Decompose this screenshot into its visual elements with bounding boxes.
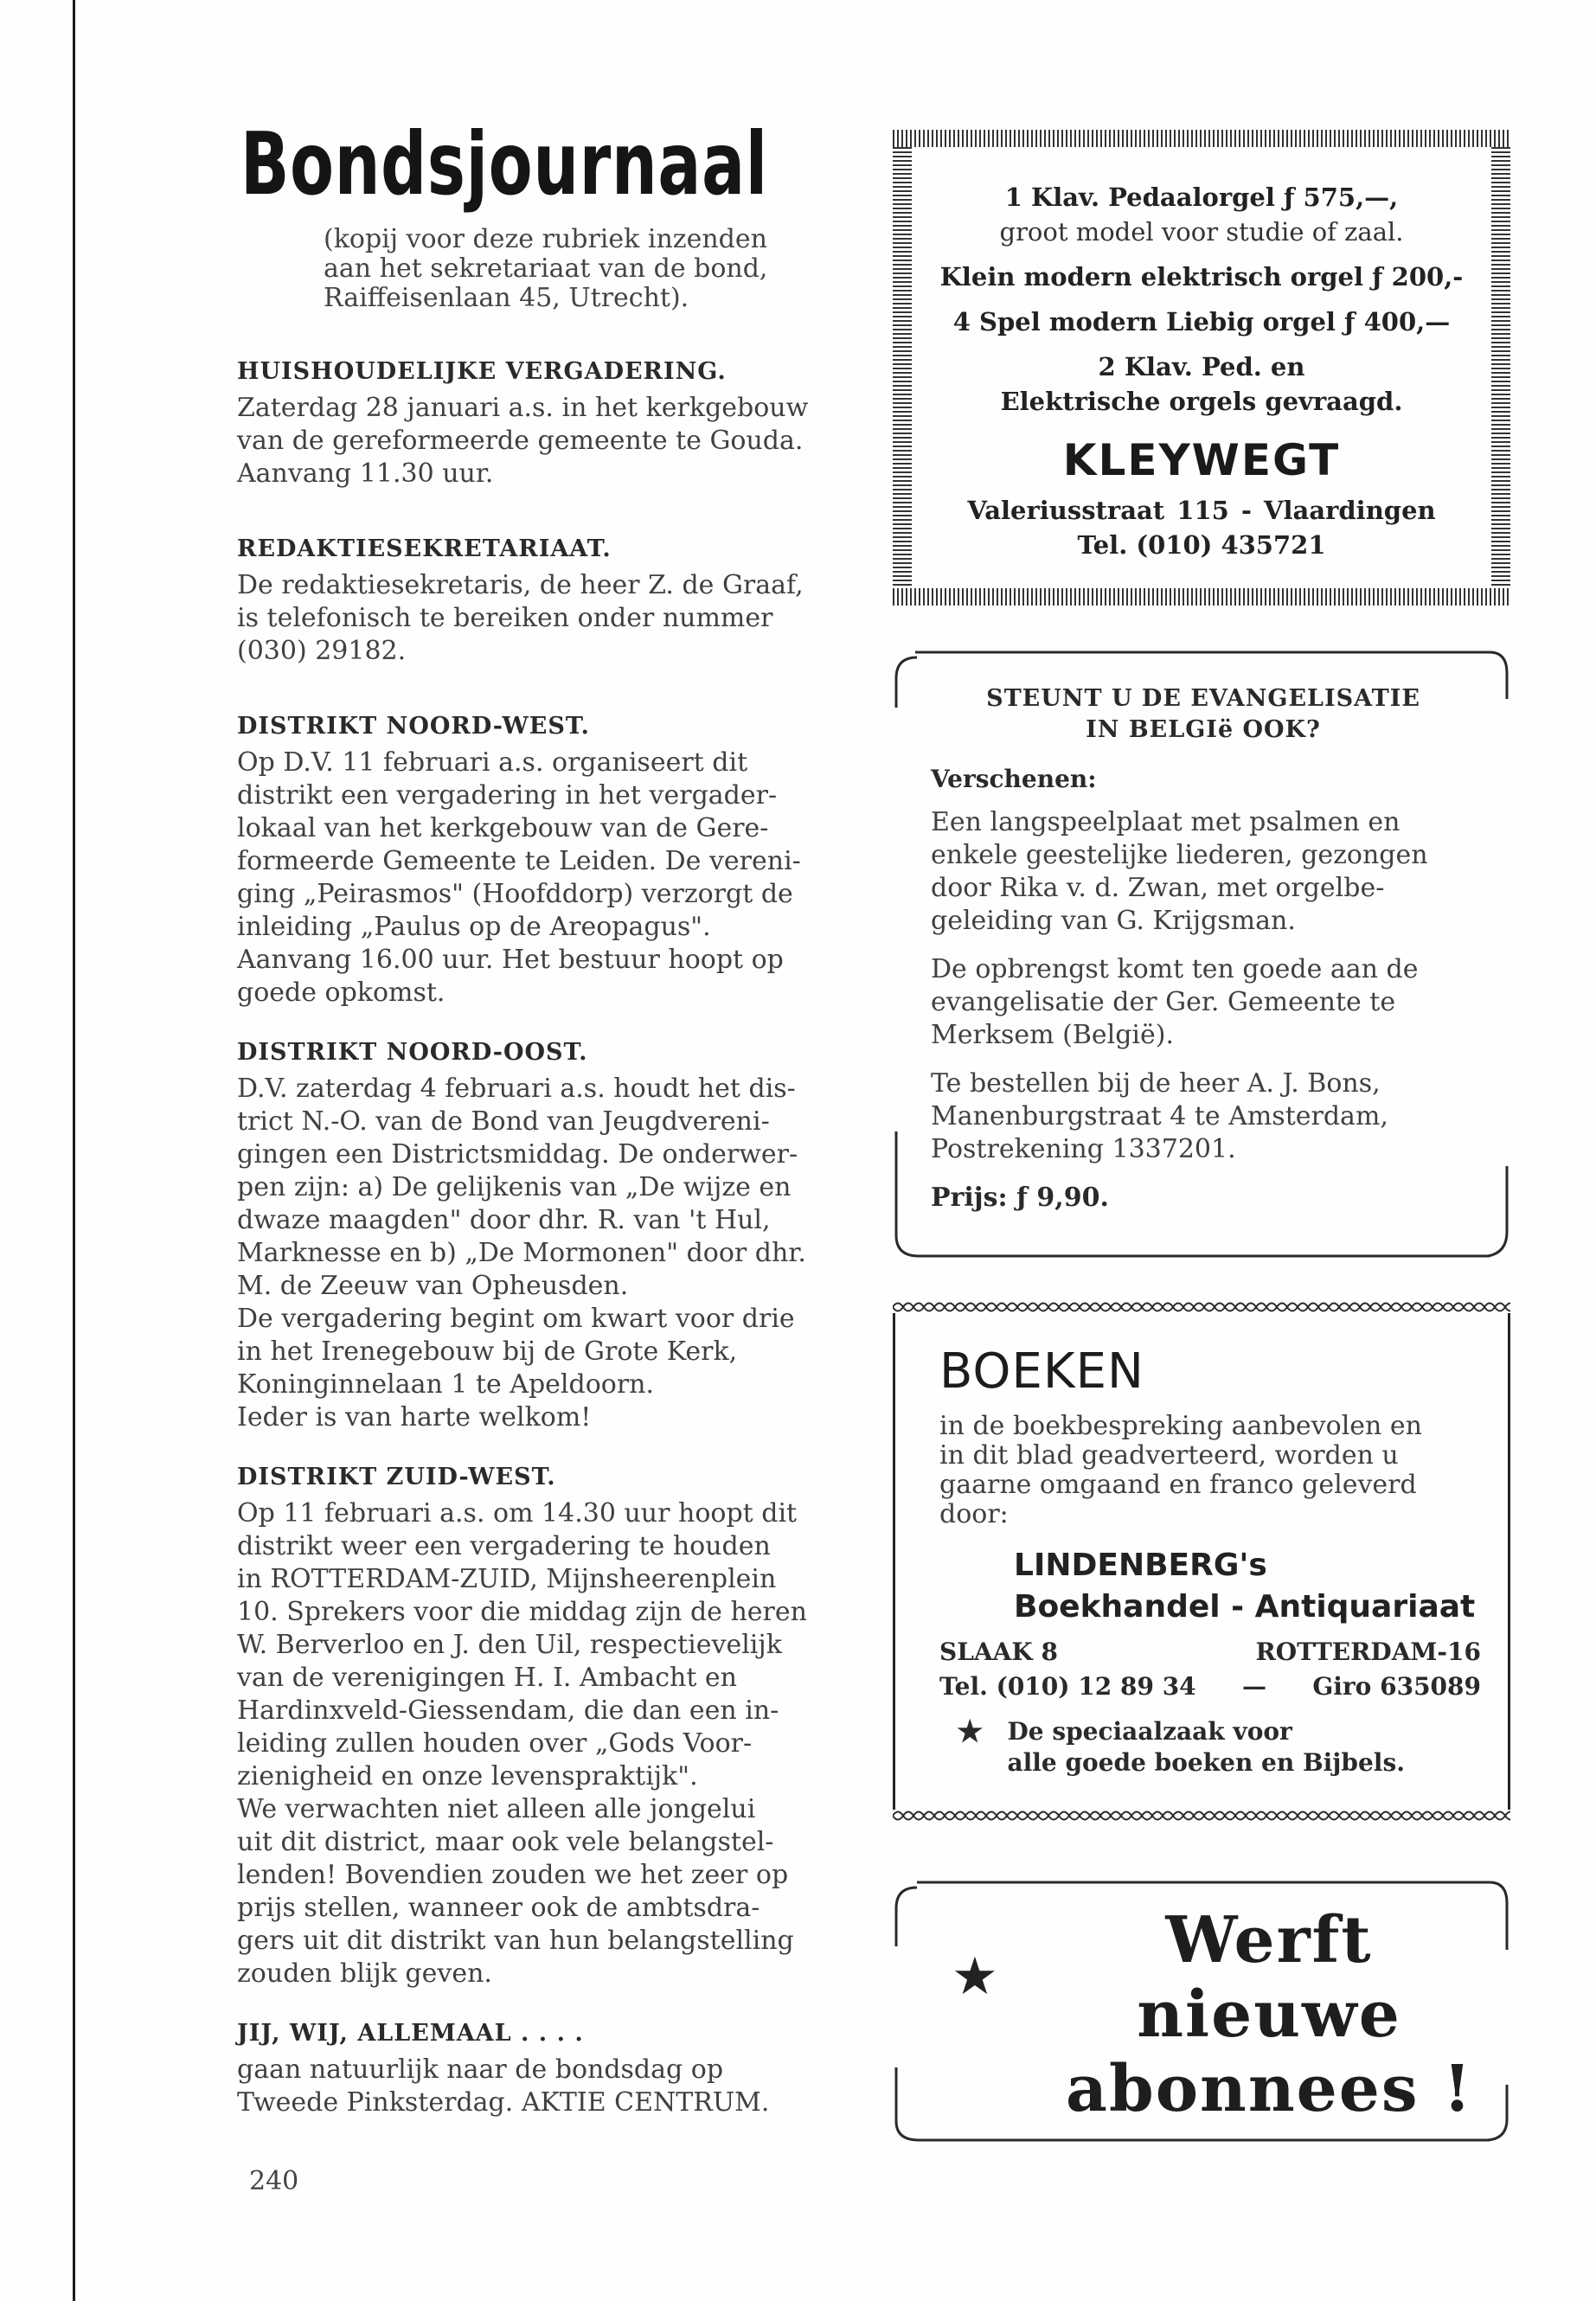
- organ-address: Valeriusstraat 115 - Vlaardingen: [967, 496, 1436, 525]
- section-body: [237, 392, 860, 490]
- shop-address-row: [939, 1635, 1481, 1670]
- page-edge-line: [73, 0, 75, 2301]
- evangel-ad-content: [931, 683, 1476, 1215]
- text-line: uit dit district, maar ook vele belangstel-: [237, 1827, 774, 1857]
- section-heading: REDAKTIESEKRETARIAAT.: [237, 535, 612, 562]
- text-line: Manenburgstraat 4 te Amsterdam,: [931, 1101, 1388, 1131]
- organ-line-1: 1 Klav. Pedaalorgel ƒ 575,—,: [1004, 183, 1399, 212]
- text-line: door:: [939, 1499, 1009, 1529]
- slogan-line: Werft: [1165, 1903, 1373, 1977]
- text-line: gers uit dit distrikt van hun belangstelling: [237, 1926, 794, 1956]
- text-line: Op 11 februari a.s. om 14.30 uur hoopt dit: [237, 1498, 798, 1529]
- text-line: trict N.-O. van de Bond van Jeugdvereni-: [237, 1106, 770, 1137]
- evangel-price: Prijs: ƒ 9,90.: [931, 1183, 1109, 1213]
- organ-advertisement: [893, 130, 1510, 606]
- text-line: Een langspeelplaat met psalmen en: [931, 807, 1401, 837]
- evangelisatie-advertisement: [893, 647, 1510, 1261]
- text-line: 10. Sprekers voor die middag zijn de heren: [237, 1597, 807, 1627]
- organ-line-3: Klein modern elektrisch orgel ƒ 200,-: [939, 262, 1464, 292]
- boeken-advertisement: [893, 1298, 1510, 1825]
- intro-line: (kopij voor deze rubriek inzenden: [324, 224, 767, 254]
- text-line: formeerde Gemeente te Leiden. De vereni-: [237, 846, 801, 876]
- star-icon: ★: [957, 1715, 984, 1749]
- text-line: in dit blad geadverteerd, worden u: [939, 1440, 1399, 1471]
- intro-note: [324, 225, 860, 313]
- page-number: 240: [249, 2166, 299, 2196]
- organ-ad-content: [924, 180, 1479, 573]
- sections-container: [237, 358, 860, 2119]
- intro-line: Raiffeisenlaan 45, Utrecht).: [324, 283, 689, 313]
- masthead-title: Bondsjournaal: [240, 113, 768, 215]
- text-line: evangelisatie der Ger. Gemeente te: [931, 987, 1396, 1017]
- evangel-label: Verschenen:: [931, 765, 1097, 793]
- text-line: gaan natuurlijk naar de bondsdag op: [237, 2054, 724, 2085]
- text-line: De opbrengst komt ten goede aan de: [931, 954, 1419, 984]
- text-line: ging „Peirasmos" (Hoofddorp) verzorgt de: [237, 879, 793, 909]
- specialty-line: De speciaalzaak voor: [1007, 1717, 1292, 1746]
- text-line: in de boekbespreking aanbevolen en: [939, 1411, 1422, 1441]
- stripe-border-bottom: [893, 588, 1510, 606]
- evangel-title-line: IN BELGIë OOK?: [1086, 716, 1321, 743]
- section-body: [237, 1497, 860, 1990]
- text-line: Marknesse en b) „De Mormonen" door dhr.: [237, 1238, 806, 1268]
- text-line: gingen een Districtsmiddag. De onderwer-: [237, 1139, 798, 1170]
- text-line: enkele geestelijke liederen, gezongen: [931, 840, 1428, 870]
- stripe-border-right: [1491, 147, 1510, 588]
- text-line: zouden blijk geven.: [237, 1958, 492, 1989]
- text-line: M. de Zeeuw van Opheusden.: [237, 1271, 629, 1301]
- boeken-ad-content: [939, 1344, 1481, 1779]
- evangel-paragraph-1: [931, 806, 1476, 938]
- wave-border-bottom: [893, 1806, 1510, 1825]
- text-line: distrikt weer een vergadering te houden: [237, 1531, 771, 1561]
- shop-tel: Tel. (010) 12 89 34: [939, 1672, 1196, 1701]
- text-line: goede opkomst.: [237, 977, 445, 1008]
- evangel-paragraph-3: [931, 1067, 1476, 1166]
- text-line: Aanvang 16.00 uur. Het bestuur hoopt op: [237, 945, 784, 975]
- organ-line-4: 4 Spel modern Liebig orgel ƒ 400,—: [952, 307, 1451, 336]
- shop-contact-row: [939, 1670, 1481, 1704]
- specialty-line: alle goede boeken en Bijbels.: [1007, 1748, 1405, 1777]
- section-body: [237, 747, 860, 1009]
- text-line: zienigheid en onze levenspraktijk".: [237, 1761, 698, 1791]
- border-left: [893, 1313, 895, 1810]
- star-icon: ★: [952, 1946, 998, 2007]
- text-line: in het Irenegebouw bij de Grote Kerk,: [237, 1336, 738, 1367]
- shop-name: LINDENBERG's: [1014, 1548, 1267, 1583]
- text-line: lokaal van het kerkgebouw van de Gere-: [237, 813, 769, 843]
- shop-type: Boekhandel - Antiquariaat: [1014, 1589, 1476, 1625]
- left-column: [237, 113, 860, 2119]
- section-body: [237, 2054, 860, 2119]
- evangel-title-line: STEUNT U DE EVANGELISATIE: [986, 685, 1420, 712]
- evangel-paragraph-2: [931, 953, 1476, 1052]
- section-body: [237, 569, 860, 668]
- text-line: gaarne omgaand en franco geleverd: [939, 1470, 1417, 1500]
- section-heading: DISTRIKT NOORD-OOST.: [237, 1039, 588, 1066]
- section-body: [237, 1073, 860, 1434]
- section-heading: HUISHOUDELIJKE VERGADERING.: [237, 358, 727, 385]
- stripe-border-top: [893, 130, 1510, 147]
- boeken-description: [939, 1412, 1481, 1529]
- text-line: is telefonisch te bereiken onder nummer: [237, 603, 773, 633]
- werft-advertisement: [893, 1877, 1510, 2145]
- text-line: Tweede Pinksterdag. AKTIE CENTRUM.: [237, 2087, 770, 2118]
- shop-city: ROTTERDAM-16: [1255, 1638, 1481, 1666]
- text-line: W. Berverloo en J. den Uil, respectievelijk: [237, 1630, 782, 1660]
- text-line: leiding zullen houden over „Gods Voor-: [237, 1728, 753, 1759]
- text-line: Merksem (België).: [931, 1020, 1175, 1050]
- text-line: in ROTTERDAM-ZUID, Mijnsheerenplein: [237, 1564, 777, 1594]
- text-line: Zaterdag 28 januari a.s. in het kerkgebouw: [237, 393, 809, 423]
- section-heading: DISTRIKT ZUID-WEST.: [237, 1464, 556, 1490]
- shop-specialty: [939, 1716, 1481, 1779]
- organ-line-5: 2 Klav. Ped. en: [1098, 352, 1305, 381]
- text-line: door Rika v. d. Zwan, met orgelbe-: [931, 873, 1385, 903]
- dash-separator: —: [1242, 1672, 1267, 1701]
- text-line: Koninginnelaan 1 te Apeldoorn.: [237, 1369, 655, 1400]
- text-line: (030) 29182.: [237, 636, 407, 666]
- wave-border-top: [893, 1298, 1510, 1317]
- organ-line-6: Elektrische orgels gevraagd.: [1000, 387, 1403, 416]
- text-line: van de gereformeerde gemeente te Gouda.: [237, 426, 804, 456]
- text-line: Op D.V. 11 februari a.s. organiseert dit: [237, 747, 748, 778]
- text-line: Postrekening 1337201.: [931, 1134, 1236, 1164]
- text-line: pen zijn: a) De gelijkenis van „De wijze en: [237, 1172, 792, 1202]
- text-line: Ieder is van harte welkom!: [237, 1402, 592, 1433]
- organ-line-2: groot model voor studie of zaal.: [999, 217, 1404, 247]
- section-heading: JIJ, WIJ, ALLEMAAL . . . .: [237, 2020, 584, 2047]
- shop-address: SLAAK 8: [939, 1638, 1058, 1666]
- evangel-title: [931, 683, 1476, 746]
- border-right: [1508, 1313, 1510, 1810]
- text-line: Aanvang 11.30 uur.: [237, 458, 494, 489]
- text-line: Te bestellen bij de heer A. J. Bons,: [931, 1068, 1381, 1099]
- text-line: lenden! Bovendien zouden we het zeer op: [237, 1860, 789, 1890]
- text-line: D.V. zaterdag 4 februari a.s. houdt het dis-: [237, 1074, 796, 1104]
- text-line: De redaktiesekretaris, de heer Z. de Graaf,: [237, 570, 804, 600]
- werft-slogan: [1066, 1903, 1472, 2126]
- text-line: We verwachten niet alleen alle jongelui: [237, 1794, 756, 1824]
- section-heading: DISTRIKT NOORD-WEST.: [237, 713, 590, 740]
- boeken-heading: BOEKEN: [939, 1343, 1144, 1400]
- text-line: De vergadering begint om kwart voor drie: [237, 1304, 795, 1334]
- organ-brand: KLEYWEGT: [1062, 435, 1341, 485]
- slogan-line: abonnees !: [1066, 2052, 1473, 2126]
- text-line: dwaze maagden" door dhr. R. van 't Hul,: [237, 1205, 771, 1235]
- text-line: distrikt een vergadering in het vergader-: [237, 780, 778, 811]
- text-line: inleiding „Paulus op de Areopagus".: [237, 912, 711, 942]
- text-line: prijs stellen, wanneer ook de ambtsdra-: [237, 1893, 760, 1923]
- intro-line: aan het sekretariaat van de bond,: [324, 253, 768, 284]
- shop-giro: Giro 635089: [1312, 1672, 1481, 1701]
- text-line: van de verenigingen H. I. Ambacht en: [237, 1663, 737, 1693]
- slogan-line: nieuwe: [1137, 1977, 1401, 2052]
- text-line: geleiding van G. Krijgsman.: [931, 906, 1296, 936]
- text-line: Hardinxveld-Giessendam, die dan een in-: [237, 1695, 779, 1726]
- stripe-border-left: [893, 147, 912, 588]
- organ-tel: Tel. (010) 435721: [1077, 530, 1326, 560]
